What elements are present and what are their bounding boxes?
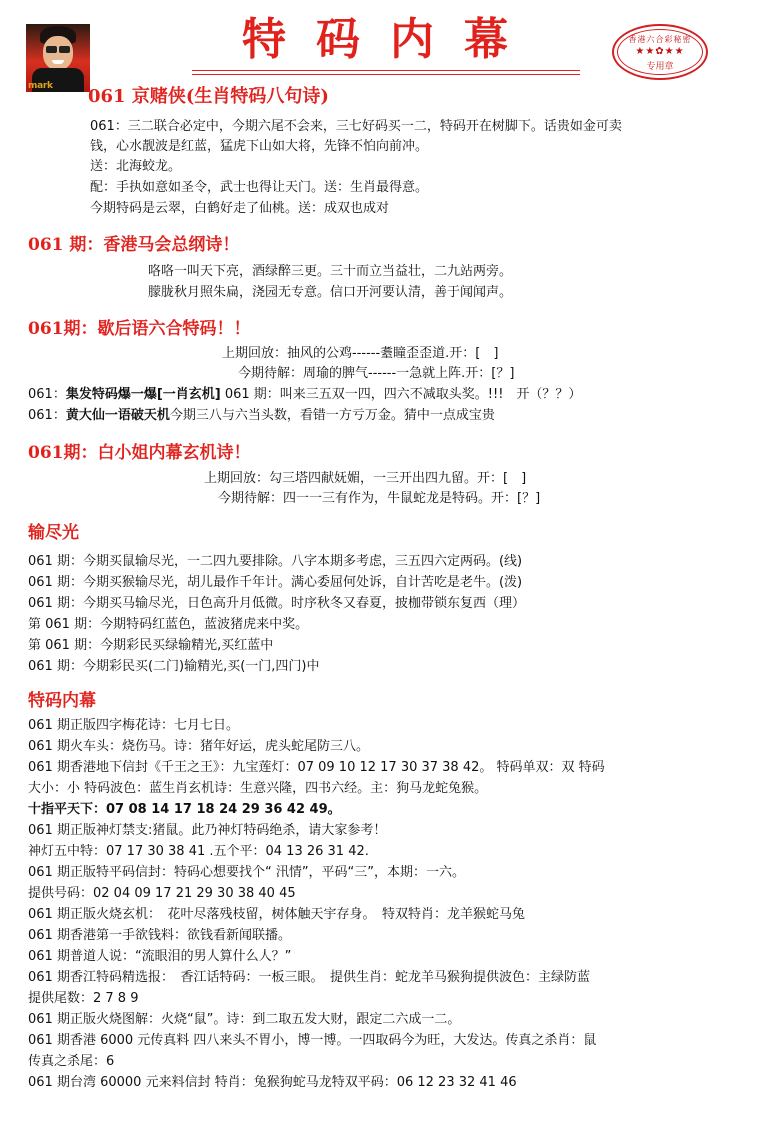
- poem-line: 钱，心水靓波是红蓝，猛虎下山如大将，先锋不怕向前冲。: [90, 139, 429, 154]
- list-item: 神灯五中特：07 17 30 38 41 .五个平：04 13 26 31 42.: [28, 844, 369, 859]
- stamp-ring-text: 香港六合彩秘密: [628, 35, 692, 44]
- page-title: 特码内幕: [242, 14, 538, 65]
- section-title-temaneimu: 特码内幕: [28, 691, 96, 711]
- avatar-photo: [26, 24, 90, 92]
- list-item: 提供号码：02 04 09 17 21 29 30 38 40 45: [28, 886, 296, 901]
- line-prefix: 061：: [28, 408, 66, 423]
- title-divider: [192, 70, 580, 71]
- list-item: 061 期火车头：烧伤马。诗：猪年好运，虎头蛇尾防三八。: [28, 739, 369, 754]
- list-item: 提供尾数：2 7 8 9: [28, 991, 139, 1006]
- section-title-baixiaojie: 061期：白小姐内幕玄机诗！: [28, 443, 251, 463]
- section-title-xiehouyu: 061期：歇后语六合特码！！: [28, 319, 251, 339]
- poem-line: 送：北海蛟龙。: [90, 159, 182, 174]
- list-item: 061 期普道人说：“流眼泪的男人算什么人？”: [28, 949, 292, 964]
- list-item: 第 061 期：今期特码红蓝色，蓝波猪虎来中奖。: [28, 617, 309, 632]
- poem-line: 朦胧秋月照朱扁，浇园无专意。信口开河要认清，善于闻闻声。: [148, 285, 513, 300]
- line-rest: 061 期：叫来三五双一四，四六不减取头奖。!!! 开（？？）: [220, 387, 582, 402]
- section-title-zonggangshi: 061 期：香港马会总纲诗！: [28, 235, 240, 255]
- poem-line: 咯咯一叫天下亮，酒绿醉三更。三十而立当益壮，二九站两旁。: [148, 264, 513, 279]
- riddle-line: [28, 386, 581, 404]
- list-item: 061 期香江特码精选报： 香江话特码：一板三眼。 提供生肖：蛇龙羊马猴狗提供波色：主绿防蓝: [28, 970, 590, 985]
- poem-line: 今期特码是云翠，白鹤好走了仙桃。送：成双也成对: [90, 201, 390, 216]
- list-item: 061 期台湾 60000 元来料信封 特肖：兔猴狗蛇马龙特双平码：06 12 23 32 41 46: [28, 1075, 517, 1090]
- list-item: 061 期正版神灯禁支:猪鼠。此乃神灯特码绝杀，请大家参考！: [28, 823, 387, 838]
- list-item: 061 期正版火烧玄机： 花叶尽落残枝留，树体触天宇存身。 特双特肖：龙羊猴蛇马兔: [28, 907, 525, 922]
- list-item: 061 期：今期买猴输尽光，胡儿最作千年计。满心委屈何处诉，自计苦吃是老牛。(泼): [28, 575, 523, 590]
- list-item: 十指平天下：07 08 14 17 18 24 29 36 42 49。: [28, 802, 341, 817]
- page-header: [0, 0, 772, 90]
- list-item: 061 期正版特平码信封：特码心想要找个“ 汛情”，平码“三”，本期：一六。: [28, 865, 466, 880]
- list-item: 061 期香港 6000 元传真料 四八来头不胃小，博一博。一四取码今为旺，大发达。传真之杀肖：鼠: [28, 1033, 597, 1048]
- seal-stamp: [612, 24, 708, 80]
- line-prefix: 061：: [28, 387, 66, 402]
- section-title-jingduxia: 061 京赌侠(生肖特码八句诗): [88, 86, 329, 107]
- list-item: 061 期：今期买鼠输尽光，一二四九要排除。八字本期多考虑，三五四六定两码。(线): [28, 554, 523, 569]
- riddle-line: 上期回放：抽风的公鸡------耋瞳歪歪道.开：[ ]: [222, 346, 499, 361]
- list-item: 061 期香港第一手欲钱料：欲钱看新闻联播。: [28, 928, 291, 943]
- poem-line: 配：手执如意如圣令，武士也得让天门。送：生肖最得意。: [90, 180, 429, 195]
- poem-line: 上期回放：勾三塔四献妩媚，一三开出四九留。开：[ ]: [204, 471, 527, 486]
- stamp-stars: ★★✿★★: [635, 46, 685, 57]
- avatar-tag: mark: [28, 81, 53, 91]
- stamp-sub-text: 专用章: [646, 62, 674, 72]
- riddle-line: 今期待解：周瑜的脾气------一急就上阵.开：[？]: [238, 366, 515, 381]
- list-item: 061 期正版火烧图解：火烧“鼠”。诗：到二取五发大财，跟定二六成一二。: [28, 1012, 461, 1027]
- riddle-line: [28, 407, 495, 425]
- title-divider: [192, 74, 580, 75]
- line-bold: 集发特码爆一爆[一肖玄机]: [65, 387, 221, 402]
- list-item: 061 期：今期买马输尽光，日色高升月低微。时序秋冬又春夏，披枷带锁东复西（理）: [28, 596, 525, 611]
- list-item: 第 061 期：今期彩民买绿输精光,买红蓝中: [28, 638, 274, 653]
- list-item: 061 期：今期彩民买(二门)输精光,买(一门,四门)中: [28, 659, 320, 674]
- section-title-shujinguang: 输尽光: [28, 523, 79, 543]
- poem-line: 061：三二联合必定中，今期六尾不会来，三七好码买一二，特码开在树脚下。话贵如金可卖: [90, 119, 622, 134]
- poem-line: 今期待解：四一一三有作为，牛鼠蛇龙是特码。开：[？]: [218, 491, 541, 506]
- line-rest: 今期三八与六当头数，看错一方亏万金。猜中一点成宝贵: [169, 408, 495, 423]
- list-item: 大小：小 特码波色：蓝生肖玄机诗：生意兴隆，四书六经。主：狗马龙蛇兔猴。: [28, 781, 488, 796]
- list-item: 061 期正版四字梅花诗：七月七日。: [28, 718, 239, 733]
- list-item: 传真之杀尾：6: [28, 1054, 115, 1069]
- list-item: 061 期香港地下信封《千王之王》：九宝莲灯：07 09 10 12 17 30 37 38 42。 特码单双：双 特码: [28, 760, 605, 775]
- line-bold: 黄大仙一语破天机: [65, 408, 170, 423]
